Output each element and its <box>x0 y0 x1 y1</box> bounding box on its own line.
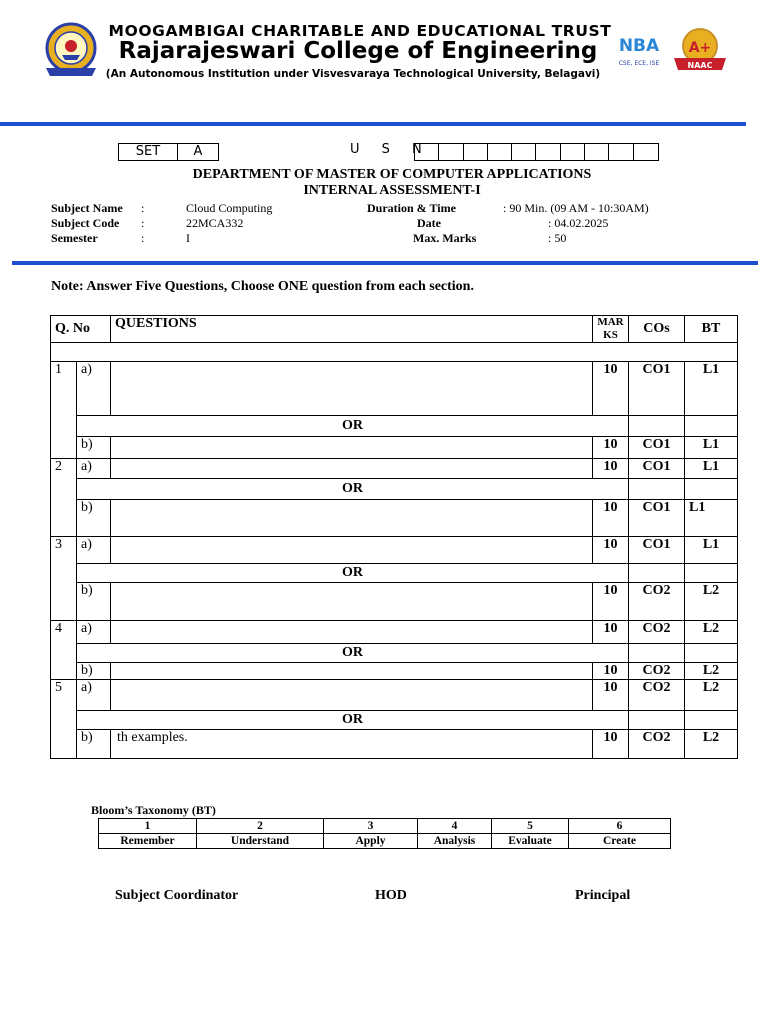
questions-header: QUESTIONS <box>111 316 593 343</box>
question-text <box>111 459 593 479</box>
svg-text:NBA: NBA <box>618 36 660 56</box>
max-marks: : 50 <box>548 231 567 245</box>
exam-date: : 04.02.2025 <box>548 216 609 230</box>
semester: I <box>186 231 190 245</box>
subject-code: 22MCA332 <box>186 216 244 230</box>
or-separator: OR <box>77 416 629 437</box>
trust-name: MOOGAMBIGAI CHARITABLE AND EDUCATIONAL TRUST <box>108 22 612 40</box>
marks-header: MAR KS <box>593 316 629 343</box>
question-text <box>111 500 593 537</box>
question-text: th examples. <box>111 730 593 759</box>
question-text <box>111 537 593 564</box>
instructions-note: Note: Answer Five Questions, Choose ONE question from each section. <box>51 279 474 294</box>
cos-header: COs <box>629 316 685 343</box>
set-label: SET <box>119 144 178 160</box>
blooms-table: 1 2 3 4 5 6 Remember Understand Apply Analysis Evaluate Create <box>98 818 671 849</box>
svg-text:NAAC: NAAC <box>687 61 713 70</box>
svg-text:A+: A+ <box>688 40 712 56</box>
qno-4: 4 <box>51 621 77 680</box>
question-text <box>111 680 593 711</box>
college-subtitle: (An Autonomous Institution under Visvesvaraya Technological University, Belagavi) <box>105 68 601 80</box>
principal-signature: Principal <box>575 888 631 903</box>
set-value: A <box>193 144 203 159</box>
coordinator-signature: Subject Coordinator <box>115 888 239 903</box>
question-text <box>111 663 593 680</box>
qno-2: 2 <box>51 459 77 537</box>
qno-1: 1 <box>51 362 77 459</box>
usn-grid[interactable] <box>414 143 659 161</box>
usn-label: U S N <box>350 142 431 157</box>
header-divider <box>0 122 746 126</box>
question-text <box>111 362 593 416</box>
info-divider <box>12 261 758 265</box>
college-name: Rajarajeswari College of Engineering <box>118 38 598 64</box>
bt-header: BT <box>685 316 738 343</box>
question-text <box>111 621 593 644</box>
set-box <box>118 143 219 161</box>
or-separator: OR <box>77 644 629 663</box>
or-separator: OR <box>77 479 629 500</box>
duration: : 90 Min. (09 AM - 10:30AM) <box>503 201 649 215</box>
or-separator: OR <box>77 711 629 730</box>
question-text <box>111 437 593 459</box>
qno-header: Q. No <box>51 316 111 343</box>
question-text <box>111 583 593 621</box>
blooms-title: Bloom’s Taxonomy (BT) <box>91 803 216 817</box>
svg-text:CSE, ECE, ISE: CSE, ECE, ISE <box>618 60 660 67</box>
qno-3: 3 <box>51 537 77 621</box>
hod-signature: HOD <box>375 888 407 903</box>
spacer-row <box>51 343 738 362</box>
department-heading: DEPARTMENT OF MASTER OF COMPUTER APPLICATIONS INTERNAL ASSESSMENT-I <box>192 167 592 198</box>
qno-5: 5 <box>51 680 77 759</box>
subject-name: Cloud Computing <box>186 201 273 215</box>
exam-info: Subject Name : Cloud Computing Duration & Time : 90 Min. (09 AM - 10:30AM) Subject Code : 22MCA332 Date : 04.02.2025 Semester : I Max. Marks : 50 <box>51 201 649 245</box>
questions-table: Q. No QUESTIONS MAR KS COs BT 1 a) 10 CO1 L1 OR b) 10 CO1 L1 2 a) 10 CO1 L1 OR b) 10 CO1 L1 3 a) 10 CO1 L1 OR b) 10 CO2 L2 4 a) 10 CO2 L2 OR b) 10 CO2 L2 5 a) 10 CO2 L2 OR b) th examples. 10 CO2 L2 <box>50 315 738 759</box>
or-separator: OR <box>77 564 629 583</box>
